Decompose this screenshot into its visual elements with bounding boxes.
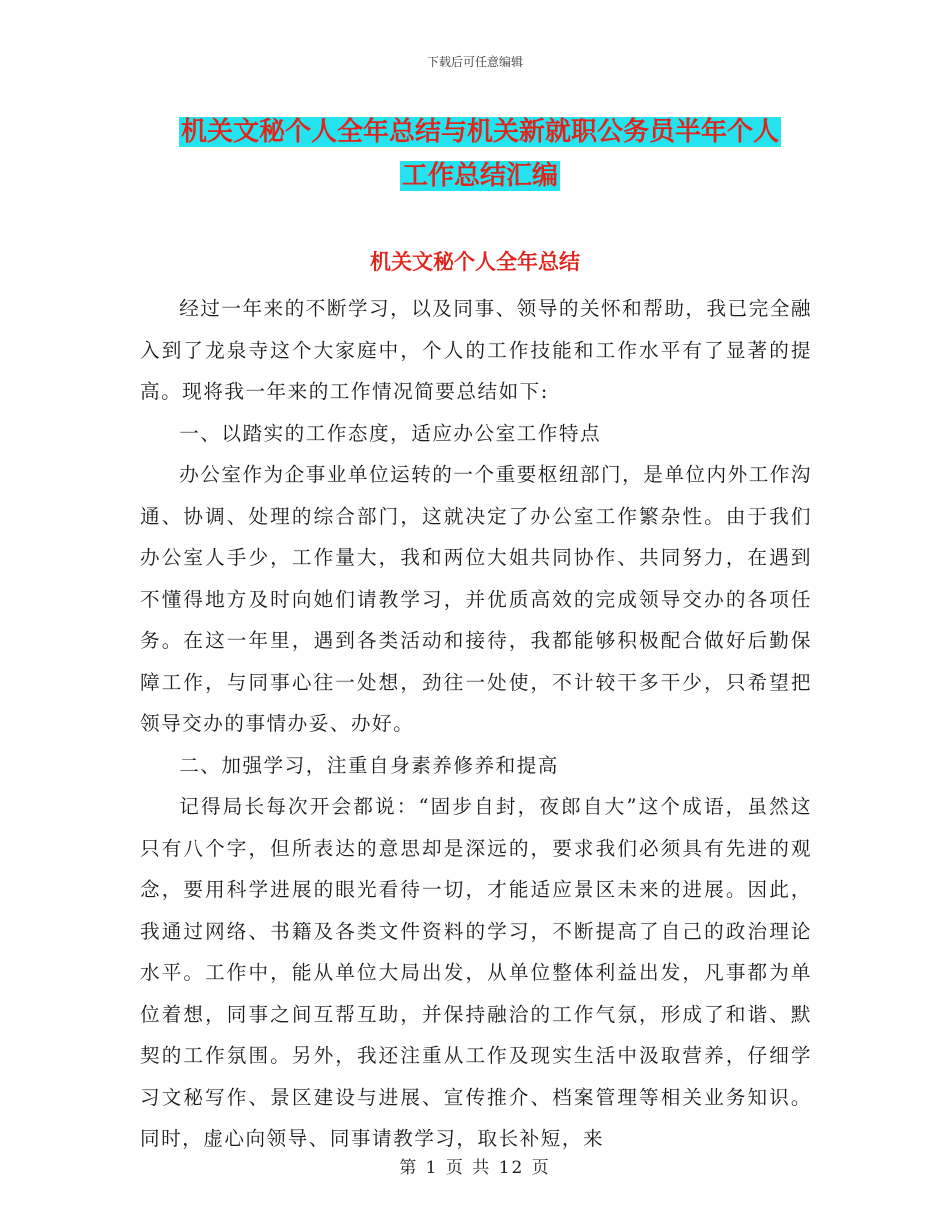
heading-2: 二、加强学习，注重自身素养修养和提高 [179,753,559,777]
page-number: 第 1 页 共 12 页 [399,1158,551,1178]
title-line-1: 机关文秘个人全年总结与机关新就职公务员半年个人 [180,117,779,147]
paragraph-office-work: 办公室作为企事业单位运转的一个重要枢纽部门，是单位内外工作沟通、协调、处理的综合部门，这就决定了办公室工作繁杂性。由于我们办公室人手少，工作量大，我和两位大姐共同协作、共同努力，在遇到不懂得地方及时向她们请教学习，并优质高效的完成领导交办的各项任务。在这一年里，遇到各类活动和接待，我都能够积极配合做好后勤保障工作，与同事心往一处想，劲往一处使，不计较干多干少，只希望把领导交办的事情办妥、办好。 [140,463,812,735]
heading-1: 一、以踏实的工作态度，适应办公室工作特点 [179,421,602,445]
paragraph-study: 记得局长每次开会都说：“固步自封，夜郎自大”这个成语，虽然这只有八个字，但所表达的意思却是深远的，要求我们必须具有先进的观念，要用科学进展的眼光看待一切，才能适应景区未来的进展。因此，我通过网络、书籍及各类文件资料的学习，不断提高了自己的政治理论水平。工作中，能从单位大局出发，从单位整体利益出发，凡事都为单位着想，同事之间互帮互助，并保持融洽的工作气氛，形成了和谐、默契的工作氛围。另外，我还注重从工作及现实生活中汲取营养，仔细学习文秘写作、景区建设与进展、宣传推介、档案管理等相关业务知识。同时，虚心向领导、同事请教学习，取长补短，来 [140,795,812,1150]
paragraph-intro: 经过一年来的不断学习，以及同事、领导的关怀和帮助，我已完全融入到了龙泉寺这个大家庭中，个人的工作技能和工作水平有了显著的提高。现将我一年来的工作情况简要总结如下: [140,297,812,403]
document-body [140,288,812,1160]
header-note: 下载后可任意编辑 [426,55,523,69]
title-line-2: 工作总结汇编 [401,161,558,191]
document-title [140,110,820,198]
section-title: 机关文秘个人全年总结 [370,250,580,274]
